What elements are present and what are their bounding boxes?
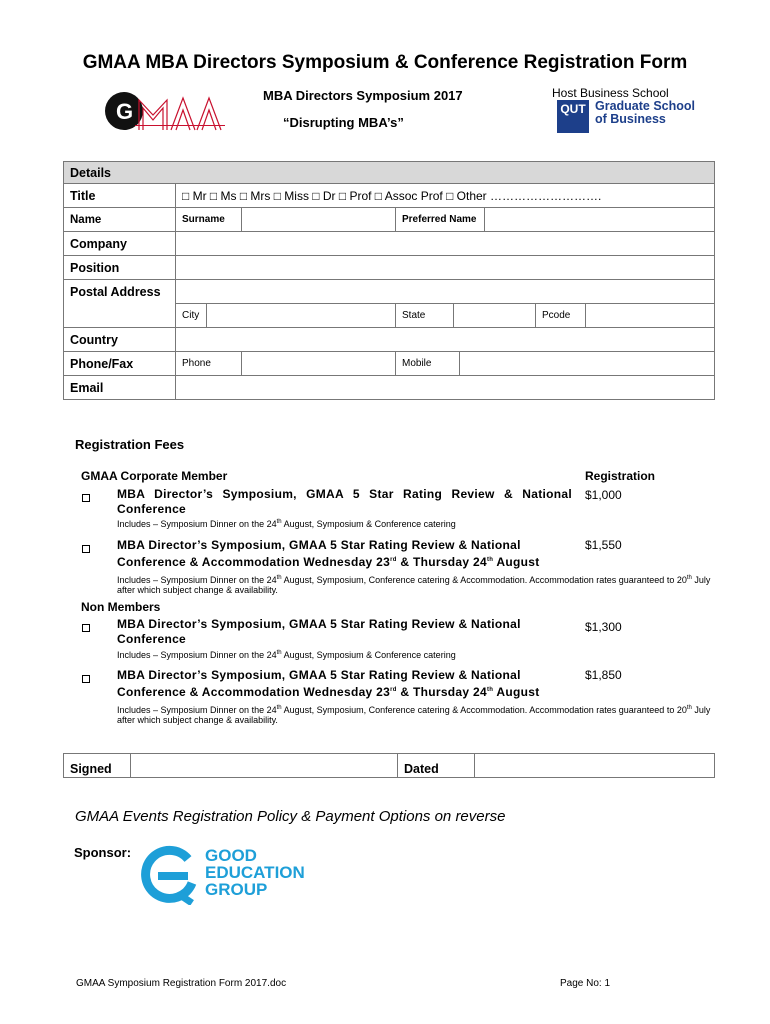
fee-checkbox-2[interactable] bbox=[82, 545, 90, 553]
registration-fees-heading: Registration Fees bbox=[75, 437, 185, 452]
signature-table bbox=[63, 753, 715, 778]
form-title: GMAA MBA Directors Symposium & Conference Registration Form bbox=[82, 52, 688, 73]
details-heading: Details bbox=[64, 162, 715, 184]
svg-text:G: G bbox=[116, 99, 134, 124]
fee-item-note-4: Includes – Symposium Dinner on the 24th August, Symposium, Conference catering & Accommodation. Accommodation rates guaranteed to 20th July after which subject change & availability. bbox=[117, 705, 711, 725]
sponsor-line1: GOOD bbox=[205, 846, 257, 865]
phone-input[interactable] bbox=[242, 352, 396, 375]
fee-item-note-2: Includes – Symposium Dinner on the 24th August, Symposium, Conference catering & Accommodation. Accommodation rates guaranteed to 20th July after which subject change & availability. bbox=[117, 575, 711, 595]
surname-label: Surname bbox=[176, 208, 242, 231]
fee-checkbox-1[interactable] bbox=[82, 494, 90, 502]
fee-item-note-3: Includes – Symposium Dinner on the 24th August, Symposium & Conference catering bbox=[117, 650, 456, 660]
fee-checkbox-3[interactable] bbox=[82, 624, 90, 632]
sponsor-logo bbox=[140, 845, 320, 905]
position-input[interactable] bbox=[176, 256, 715, 280]
gmaa-logo bbox=[103, 90, 228, 132]
qut-line1: Graduate School bbox=[595, 99, 696, 113]
sponsor-emblem-icon bbox=[140, 845, 200, 905]
company-label: Company bbox=[64, 232, 176, 256]
non-members-heading: Non Members bbox=[81, 600, 161, 614]
host-school-label: Host Business School bbox=[552, 86, 669, 100]
footer-page-number: Page No: 1 bbox=[560, 978, 611, 989]
title-options[interactable]: □ Mr □ Ms □ Mrs □ Miss □ Dr □ Prof □ Assoc Prof □ Other ………………………. bbox=[176, 184, 715, 208]
qut-abbr: QUT bbox=[557, 100, 589, 133]
signed-label: Signed bbox=[64, 754, 131, 778]
mobile-input[interactable] bbox=[460, 352, 714, 375]
fee-item-title-4: MBA Director’s Symposium, GMAA 5 Star Rating Review & National Conference & Accommodation Wednesday 23rd & Thursday 24th August bbox=[117, 668, 540, 699]
dated-label: Dated bbox=[398, 754, 475, 778]
fee-item-title-3: MBA Director’s Symposium, GMAA 5 Star Rating Review & National Conference bbox=[117, 617, 521, 646]
sponsor-line3: GROUP bbox=[205, 880, 268, 899]
sponsor-label: Sponsor: bbox=[74, 845, 132, 860]
symposium-tagline: “Disrupting MBA’s” bbox=[283, 115, 404, 130]
pcode-label: Pcode bbox=[536, 304, 586, 327]
preferred-name-input[interactable] bbox=[485, 208, 714, 231]
state-label: State bbox=[396, 304, 454, 327]
phone-fax-label: Phone/Fax bbox=[64, 352, 176, 376]
city-input[interactable] bbox=[207, 304, 396, 327]
footer-filename: GMAA Symposium Registration Form 2017.doc bbox=[76, 978, 287, 989]
email-input[interactable] bbox=[176, 376, 715, 400]
name-label: Name bbox=[64, 208, 176, 232]
surname-input[interactable] bbox=[242, 208, 396, 231]
dated-input[interactable] bbox=[475, 754, 715, 778]
fee-item-price-2: $1,550 bbox=[585, 538, 622, 552]
fee-item-title-2: MBA Director’s Symposium, GMAA 5 Star Rating Review & National Conference & Accommodation Wednesday 23rd & Thursday 24th August bbox=[117, 538, 540, 569]
pcode-input[interactable] bbox=[586, 304, 714, 327]
postal-address-label: Postal Address bbox=[64, 280, 176, 328]
qut-logo bbox=[557, 100, 707, 134]
phone-label: Phone bbox=[176, 352, 242, 375]
qut-line2: of Business bbox=[595, 111, 666, 126]
preferred-name-label: Preferred Name bbox=[396, 208, 485, 231]
symposium-name: MBA Directors Symposium 2017 bbox=[263, 88, 463, 103]
registration-heading: Registration bbox=[585, 469, 656, 483]
fee-item-price-3: $1,300 bbox=[585, 620, 622, 634]
fee-item-title-1: MBA Director’s Symposium, GMAA 5 Star Rating Review & National Conference bbox=[117, 487, 572, 516]
email-label: Email bbox=[64, 376, 176, 400]
postal-address-input[interactable] bbox=[176, 280, 715, 304]
country-label: Country bbox=[64, 328, 176, 352]
mobile-label: Mobile bbox=[396, 352, 460, 375]
signed-input[interactable] bbox=[131, 754, 398, 778]
position-label: Position bbox=[64, 256, 176, 280]
fee-item-note-1: Includes – Symposium Dinner on the 24th August, Symposium & Conference catering bbox=[117, 519, 456, 529]
corporate-member-heading: GMAA Corporate Member bbox=[81, 469, 228, 483]
fee-checkbox-4[interactable] bbox=[82, 675, 90, 683]
fee-item-price-1: $1,000 bbox=[585, 488, 622, 502]
country-input[interactable] bbox=[176, 328, 715, 352]
state-input[interactable] bbox=[454, 304, 536, 327]
details-table bbox=[63, 161, 715, 400]
city-label: City bbox=[176, 304, 207, 327]
fee-item-price-4: $1,850 bbox=[585, 668, 622, 682]
policy-note: GMAA Events Registration Policy & Payment Options on reverse bbox=[75, 808, 506, 825]
title-label: Title bbox=[64, 184, 176, 208]
sponsor-line2: EDUCATION bbox=[205, 863, 305, 882]
company-input[interactable] bbox=[176, 232, 715, 256]
